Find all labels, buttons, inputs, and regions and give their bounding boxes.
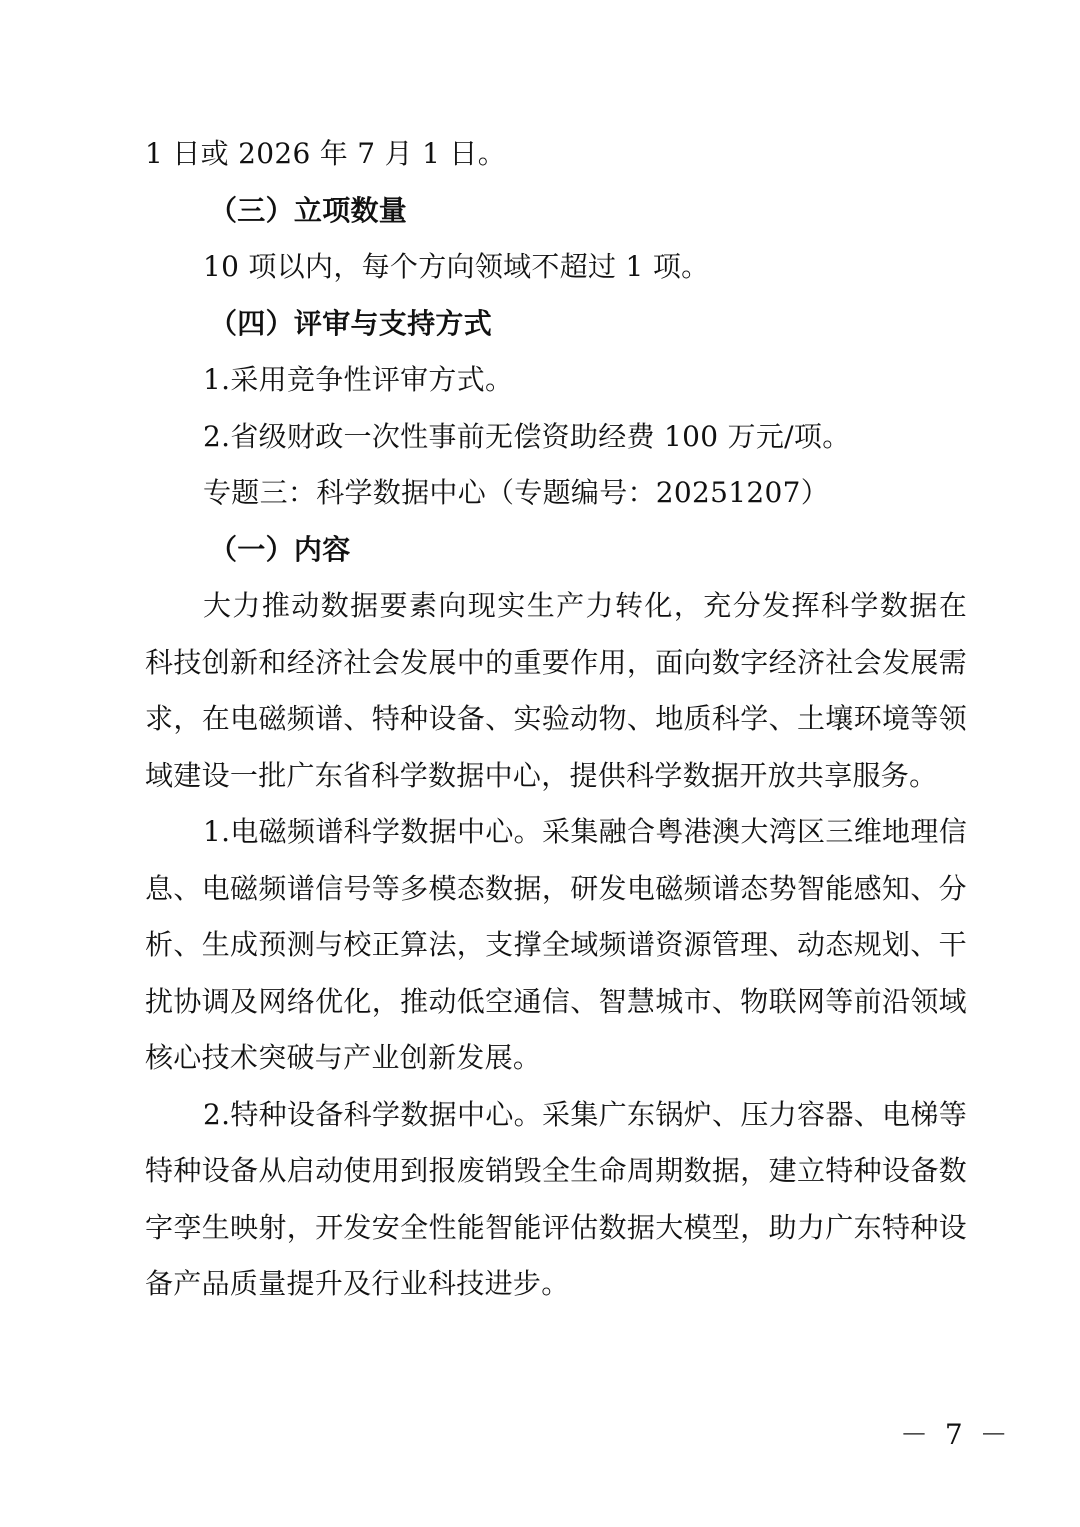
paragraph-funding: 2.省级财政一次性事前无偿资助经费 100 万元/项。	[203, 419, 851, 453]
paragraph-project-limit: 10 项以内，每个方向领域不超过 1 项。	[203, 250, 710, 283]
paragraph-special-equipment-center: 2.特种设备科学数据中心。采集广东锅炉、压力容器、电梯等特种设备从启动使用到报废销毁全生命周期数据，建立特种设备数字孪生映射，开发安全性能智能评估数据大模型，助力广东特种设备产品质量提升及行业科技进步。	[145, 1097, 967, 1300]
paragraph-date-continuation: 1 日或 2026 年 7 月 1 日。	[145, 137, 507, 170]
paragraph-review-method: 1.采用竞争性评审方式。	[203, 363, 514, 396]
heading-review-support: （四）评审与支持方式	[209, 306, 493, 340]
page-number: － 7 －	[900, 1418, 1012, 1451]
paragraph-content-intro: 大力推动数据要素向现实生产力转化，充分发挥科学数据在科技创新和经济社会发展中的重要作用，面向数字经济社会发展需求，在电磁频谱、特种设备、实验动物、地质科学、土壤环境等领域建设一批广东省科学数据中心，提供科学数据开放共享服务。	[145, 589, 967, 792]
document-body	[145, 126, 967, 1313]
heading-content: （一）内容	[209, 532, 351, 566]
heading-project-quantity: （三）立项数量	[209, 193, 408, 227]
paragraph-spectrum-center: 1.电磁频谱科学数据中心。采集融合粤港澳大湾区三维地理信息、电磁频谱信号等多模态数据，研发电磁频谱态势智能感知、分析、生成预测与校正算法，支撑全域频谱资源管理、动态规划、干扰协调及网络优化，推动低空通信、智慧城市、物联网等前沿领域核心技术突破与产业创新发展。	[145, 815, 967, 1074]
paragraph-topic-three: 专题三：科学数据中心（专题编号：20251207）	[203, 476, 830, 509]
